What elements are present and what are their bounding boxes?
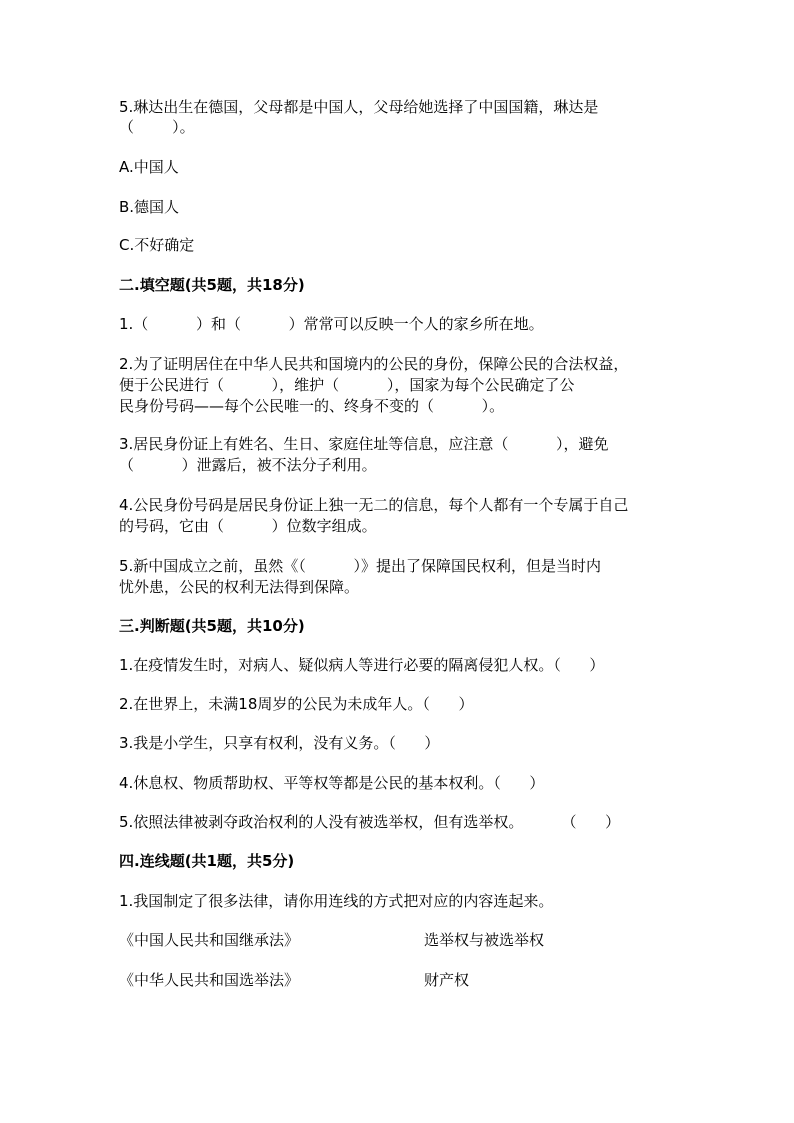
matching-question: 1.我国制定了很多法律，请你用连线的方式把对应的内容连起来。 bbox=[119, 892, 554, 910]
fill-line-2: 2.为了证明居住在中华人民共和国境内的公民的身份，保障公民的合法权益， bbox=[119, 355, 629, 373]
option-b: B.德国人 bbox=[119, 198, 180, 216]
judge-item-2: 2.在世界上，未满18周岁的公民为未成年人。（ ） bbox=[119, 695, 474, 713]
section-3-heading: 三.判断题(共5题，共10分) bbox=[119, 617, 305, 635]
fill-line-8: 的号码，它由（ ）位数字组成。 bbox=[119, 517, 377, 535]
option-c: C.不好确定 bbox=[119, 236, 195, 254]
question-5-line-1: 5.琳达出生在德国，父母都是中国人，父母给她选择了中国国籍，琳达是 bbox=[119, 98, 599, 116]
matching-left-1: 《中国人民共和国继承法》 bbox=[119, 931, 300, 949]
matching-left-2: 《中华人民共和国选举法》 bbox=[119, 971, 300, 989]
fill-line-3: 便于公民进行（ ），维护（ ），国家为每个公民确定了公 bbox=[119, 376, 575, 394]
fill-line-7: 4.公民身份号码是居民身份证上独一无二的信息，每个人都有一个专属于自己 bbox=[119, 496, 629, 514]
fill-line-4: 民身份号码——每个公民唯一的、终身不变的（ ）。 bbox=[119, 397, 505, 415]
judge-item-5: 5.依照法律被剥夺政治权利的人没有被选举权，但有选举权。 （ ） bbox=[119, 813, 621, 831]
fill-line-9: 5.新中国成立之前，虽然《（ ）》提出了保障国民权利，但是当时内 bbox=[119, 557, 601, 575]
fill-line-1: 1.（ ）和（ ）常常可以反映一个人的家乡所在地。 bbox=[119, 315, 544, 333]
fill-line-5: 3.居民身份证上有姓名、生日、家庭住址等信息，应注意（ ），避免 bbox=[119, 435, 609, 453]
fill-line-10: 忧外患，公民的权利无法得到保障。 bbox=[119, 578, 360, 596]
judge-item-3: 3.我是小学生，只享有权利，没有义务。（ ） bbox=[119, 734, 440, 752]
section-4-heading: 四.连线题(共1题，共5分) bbox=[119, 852, 295, 870]
fill-line-6: （ ）泄露后，被不法分子利用。 bbox=[119, 456, 377, 474]
option-a: A.中国人 bbox=[119, 158, 179, 176]
matching-right-2: 财产权 bbox=[424, 971, 470, 989]
judge-item-4: 4.休息权、物质帮助权、平等权等都是公民的基本权利。（ ） bbox=[119, 774, 545, 792]
question-5-line-2: （ ）。 bbox=[119, 118, 195, 136]
matching-right-1: 选举权与被选举权 bbox=[424, 931, 545, 949]
section-2-heading: 二.填空题(共5题，共18分) bbox=[119, 276, 305, 294]
judge-item-1: 1.在疫情发生时，对病人、疑似病人等进行必要的隔离侵犯人权。（ ） bbox=[119, 656, 605, 674]
